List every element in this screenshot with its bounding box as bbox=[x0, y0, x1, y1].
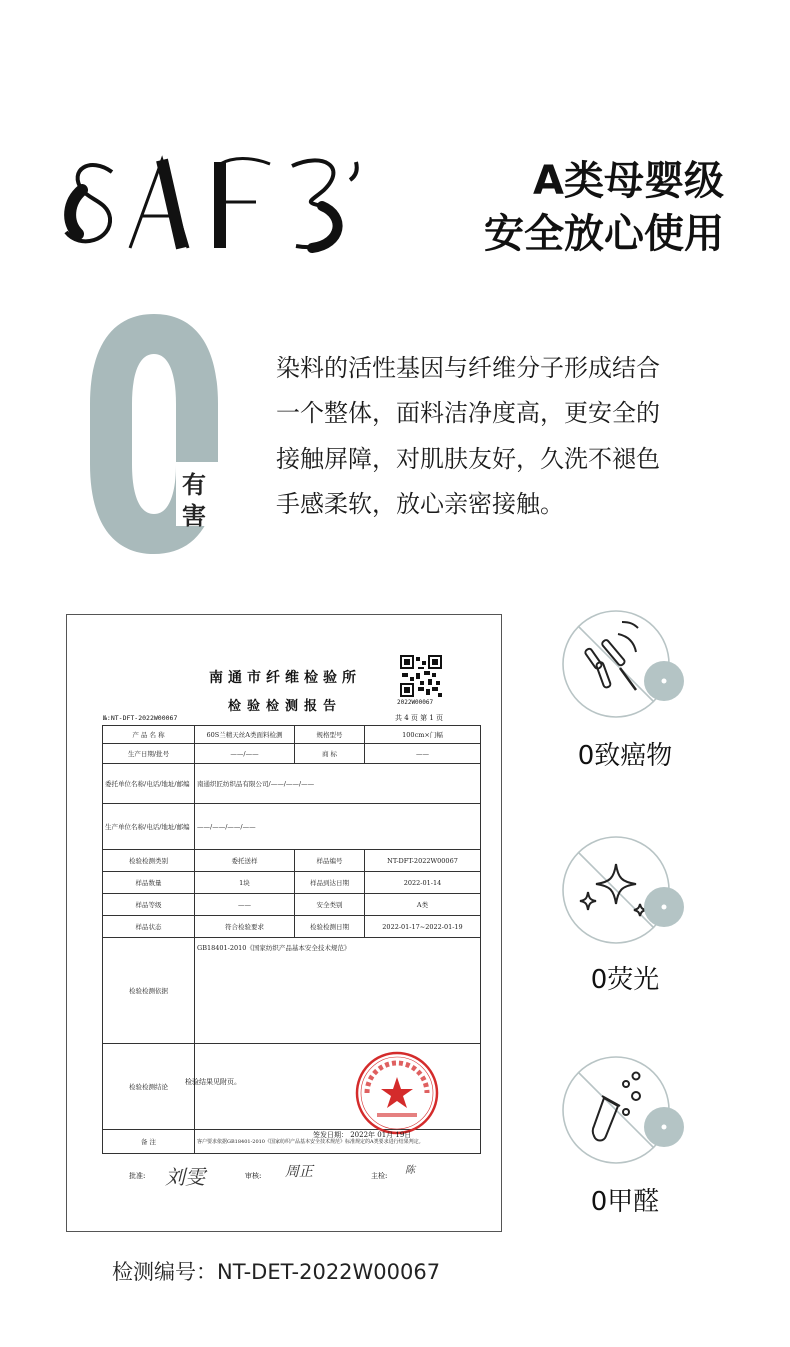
table-cell: 产 品 名 称 bbox=[103, 726, 195, 744]
zero-word-1: 有 bbox=[182, 471, 206, 499]
table-cell: 生产单位名称/电话/地址/邮编 bbox=[103, 804, 195, 850]
red-seal-stamp bbox=[353, 1049, 441, 1137]
safe-logo bbox=[60, 150, 360, 260]
approve-label: 批准: bbox=[129, 1172, 146, 1180]
table-row bbox=[103, 726, 481, 744]
review-label: 审核: bbox=[245, 1172, 262, 1180]
table-cell: GB18401-2010《国家纺织产品基本安全技术规范》 bbox=[195, 938, 481, 1044]
table-row bbox=[103, 894, 481, 916]
review-signature: 周正 bbox=[285, 1164, 313, 1180]
table-row bbox=[103, 804, 481, 850]
table-cell: 南通织匠纺织品有限公司/——/——/—— bbox=[195, 764, 481, 804]
table-cell: 样品数量 bbox=[103, 872, 195, 894]
table-cell: A类 bbox=[365, 894, 481, 916]
table-cell: NT-DFT-2022W00067 bbox=[365, 850, 481, 872]
table-cell: 1块 bbox=[195, 872, 295, 894]
table-cell: 检验检测类别 bbox=[103, 850, 195, 872]
inspection-org-name: 南通市纤维检验所 bbox=[209, 670, 361, 686]
table-cell: 规格型号 bbox=[295, 726, 365, 744]
table-cell: 委托单位名称/电话/地址/邮编 bbox=[103, 764, 195, 804]
table-cell: 样品到达日期 bbox=[295, 872, 365, 894]
table-cell: 2022-01-17~2022-01-19 bbox=[365, 916, 481, 938]
inspect-signature: 陈 bbox=[405, 1165, 415, 1176]
no-carcinogen-icon bbox=[560, 608, 690, 720]
table-cell: 客户要求依据GB18401-2010《国家纺织产品基本安全技术规范》标准规定的A类要求进行结果判定。 bbox=[195, 1130, 481, 1154]
headline-line-1: A类母婴级 bbox=[533, 158, 724, 204]
table-cell: 样品状态 bbox=[103, 916, 195, 938]
table-cell: 2022-01-14 bbox=[365, 872, 481, 894]
feature-label-no-carcinogen: 0致癌物 bbox=[577, 741, 673, 771]
zero-word-2: 害 bbox=[182, 502, 206, 530]
table-cell: 100cm×门幅 bbox=[365, 726, 481, 744]
table-cell: 样品等级 bbox=[103, 894, 195, 916]
description-line-4: 手感柔软，放心亲密接触。 bbox=[276, 490, 564, 518]
page-count: 共 4 页 第 1 页 bbox=[395, 714, 444, 722]
qr-number: 2022W00067 bbox=[397, 699, 434, 706]
table-row bbox=[103, 764, 481, 804]
conclusion-text: 检验结果见附页。 bbox=[185, 1078, 241, 1086]
table-cell: ——/—— bbox=[195, 744, 295, 764]
table-cell: 安全类别 bbox=[295, 894, 365, 916]
table-cell: 检验检测结论 bbox=[103, 1044, 195, 1130]
no-fluorescence-icon bbox=[560, 834, 690, 946]
feature-label-no-formaldehyde: 0甲醛 bbox=[590, 1187, 660, 1217]
safe-logo-mark bbox=[60, 150, 360, 260]
table-cell: 符合检验要求 bbox=[195, 916, 295, 938]
no-formaldehyde-icon bbox=[560, 1054, 690, 1166]
table-cell: 备 注 bbox=[103, 1130, 195, 1154]
approve-signature: 刘雯 bbox=[165, 1165, 205, 1189]
table-cell: 检验检测依据 bbox=[103, 938, 195, 1044]
feature-label-no-fluorescence: 0荧光 bbox=[590, 965, 660, 995]
description-line-3: 接触屏障，对肌肤友好，久洗不褪色 bbox=[276, 445, 660, 473]
sign-date: 签发日期： 2022年 01月 19日 bbox=[313, 1131, 412, 1139]
table-cell: 生产日期/批号 bbox=[103, 744, 195, 764]
cert-number: 检测编号：NT-DET-2022W00067 bbox=[112, 1260, 441, 1284]
table-cell: 检验检测日期 bbox=[295, 916, 365, 938]
table-row bbox=[103, 744, 481, 764]
qr-code-icon bbox=[400, 655, 442, 697]
table-row bbox=[103, 938, 481, 1044]
table-cell: —— bbox=[195, 894, 295, 916]
table-cell: 60S兰精天丝A类面料检测 bbox=[195, 726, 295, 744]
inspect-label: 主检: bbox=[371, 1172, 388, 1180]
table-cell: —— bbox=[365, 744, 481, 764]
report-title: 检验检测报告 bbox=[227, 699, 342, 714]
table-row bbox=[103, 872, 481, 894]
table-cell: 商 标 bbox=[295, 744, 365, 764]
table-cell: 委托送样 bbox=[195, 850, 295, 872]
table-row bbox=[103, 916, 481, 938]
test-report-certificate bbox=[66, 614, 502, 1232]
table-cell: 样品编号 bbox=[295, 850, 365, 872]
report-serial: №:NT-DFT-2022W00067 bbox=[103, 714, 178, 722]
description-line-2: 一个整体，面料洁净度高，更安全的 bbox=[276, 399, 660, 427]
description-line-1: 染料的活性基因与纤维分子形成结合 bbox=[276, 354, 660, 382]
headline-line-2: 安全放心使用 bbox=[484, 211, 724, 257]
table-cell: ——/——/——/—— bbox=[195, 804, 481, 850]
table-row bbox=[103, 850, 481, 872]
